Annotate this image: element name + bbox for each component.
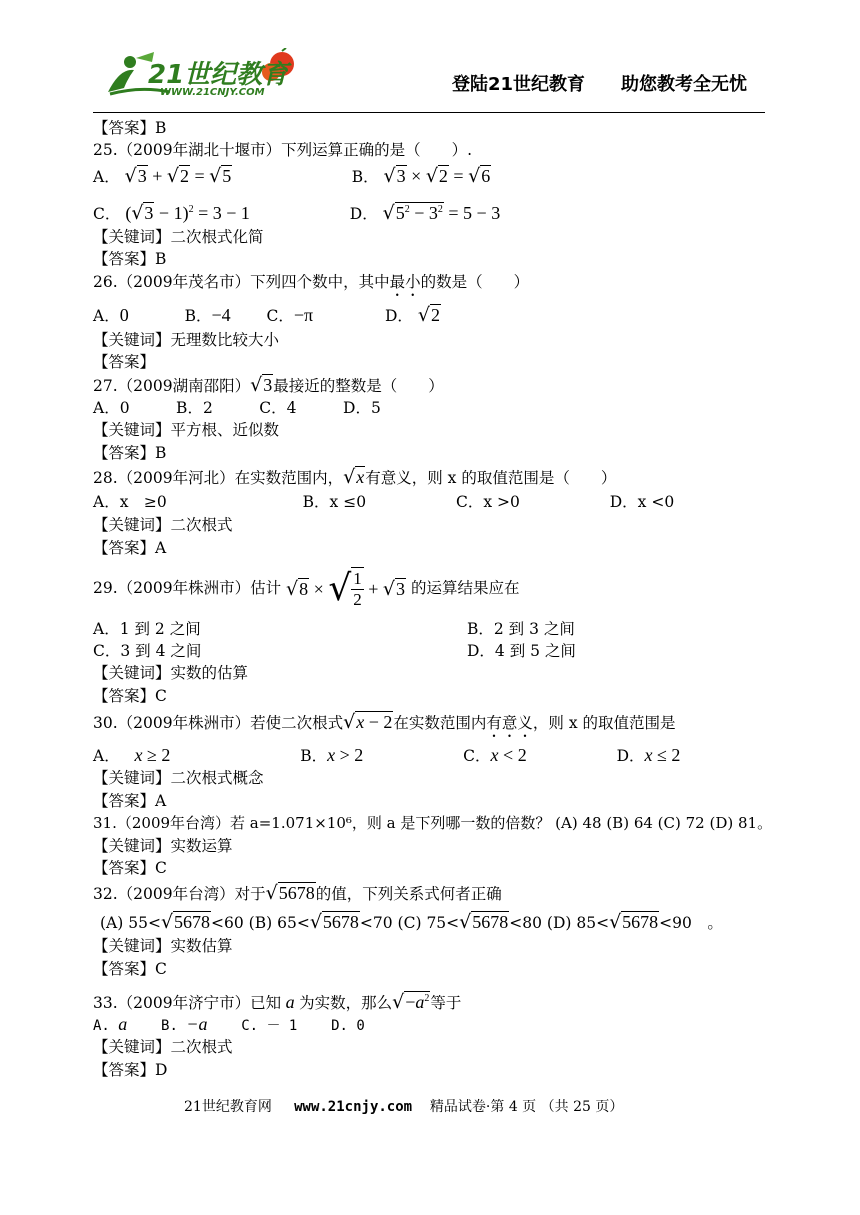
question-32-options — [100, 912, 723, 933]
formula: √5678 — [609, 911, 659, 933]
q33-text-end: 等于 — [430, 994, 462, 1012]
formula: √5678 — [160, 911, 211, 933]
question-29-option-b: B．2 到 3 之间 — [467, 620, 575, 638]
formula: √3 + √2 = √5 — [124, 165, 232, 187]
question-33-options: A. a B. −a C. － 1 D. 0 — [93, 1014, 365, 1034]
q33-opt-c: C. － 1 — [241, 1018, 298, 1034]
question-27 — [93, 375, 444, 396]
option-c: C．x >0 — [455, 493, 520, 511]
q33-opt-a: A. — [93, 1018, 110, 1034]
q27-text: 27.（2009湖南邵阳） — [93, 377, 251, 395]
formula: √8 × √ $\frac{1}{2}$ + √3 — [286, 568, 406, 609]
q33-opt-d: D. 0 — [331, 1018, 365, 1034]
question-29-option-c: C．3 到 4 之间 — [93, 642, 202, 660]
q28-text-end: 有意义，则 x 的取值范围是（ ） — [365, 469, 617, 487]
question-27-answer: 【答案】B — [93, 444, 167, 462]
formula: $(√3 - 1)^2 = 3 - 1$ — [125, 202, 250, 224]
question-33-keyword: 【关键词】二次根式 — [93, 1038, 233, 1056]
question-25: 25.（2009年湖北十堰市）下列运算正确的是（ ）. — [93, 141, 473, 159]
formula: a — [281, 992, 300, 1012]
q33-opt-b: B. — [161, 1018, 178, 1034]
q27-text-end: 最接近的整数是（ ） — [273, 377, 444, 395]
formula: √3 × √2 = √6 — [383, 165, 491, 187]
logo-url: WWW.21CNJY.COM — [160, 87, 265, 98]
option-b: B．x ≤0 — [302, 493, 367, 511]
q26-text: 26.（2009年茂名市）下列四个数中，其中 — [93, 273, 390, 291]
q33-text: 33.（2009年济宁市）已知 — [93, 994, 282, 1012]
question-28 — [93, 467, 616, 488]
option-label: D． — [349, 205, 378, 223]
formula: x ≥ 2 — [134, 745, 171, 765]
q30-emphasis: 有意义 — [486, 714, 533, 732]
option-label: C． — [266, 307, 294, 325]
option-label: C． — [463, 747, 491, 765]
q32-opt-d: <80 (D) 85< — [509, 914, 610, 932]
option-label: D． — [385, 307, 413, 325]
option-label: B． — [300, 747, 328, 765]
footer-url[interactable]: www.21cnjy.com — [294, 1099, 413, 1115]
question-32-answer: 【答案】C — [93, 960, 167, 978]
formula: √3 — [250, 374, 273, 396]
q32-opt-b: <60 (B) 65< — [211, 914, 310, 932]
footer-site: 21世纪教育网 — [184, 1099, 272, 1115]
question-29-answer: 【答案】C — [93, 687, 167, 705]
question-32-keyword: 【关键词】实数估算 — [93, 937, 233, 955]
question-30-answer: 【答案】A — [93, 792, 167, 810]
question-33 — [93, 989, 461, 1013]
logo-text: 21世纪教育 — [148, 60, 289, 90]
question-30-options — [93, 745, 680, 766]
q29-text: 29.（2009年株洲市）估计 — [93, 579, 282, 597]
formula: √5678 — [459, 911, 509, 933]
option-label: A． — [93, 307, 120, 325]
question-29-option-a: A．1 到 2 之间 — [93, 620, 201, 638]
question-32 — [93, 883, 502, 904]
option-value: −π — [293, 305, 314, 325]
q32-opt-c: <70 (C) 75< — [359, 914, 460, 932]
question-31-answer: 【答案】C — [93, 859, 167, 877]
option-value: 0 — [119, 305, 129, 325]
option-a: A．x ≥0 — [93, 493, 167, 511]
q33-text-mid: 为实数，那么 — [299, 994, 393, 1012]
question-26-keyword: 【关键词】无理数比较大小 — [93, 331, 280, 349]
question-28-answer: 【答案】A — [93, 539, 167, 557]
option-label: C． — [93, 205, 121, 223]
question-26-options — [93, 305, 441, 326]
answer-line: 【答案】B — [93, 119, 167, 137]
formula: $√5^2 - 3^2 = 5 - 3$ — [382, 202, 501, 224]
question-25-answer: 【答案】B — [93, 250, 167, 268]
q32-text: 32.（2009年台湾）对于 — [93, 885, 266, 903]
formula: √x — [343, 466, 365, 488]
option-d: D．x <0 — [609, 493, 675, 511]
question-29-option-d: D．4 到 5 之间 — [467, 642, 576, 660]
question-26 — [93, 272, 529, 300]
question-30 — [93, 712, 676, 741]
question-28-options — [93, 492, 674, 512]
q30-text: 30.（2009年株洲市）若使二次根式 — [93, 714, 344, 732]
q32-opt-a: (A) 55< — [100, 914, 161, 932]
formula: √x − 2 — [343, 711, 393, 733]
q30-text-end: ，则 x 的取值范围是 — [532, 714, 676, 732]
question-30-keyword: 【关键词】二次根式概念 — [93, 769, 264, 787]
question-31: 31.（2009年台湾）若 a=1.071×10⁶，则 a 是下列哪一数的倍数？ (A) 48 (B) 64 (C) 72 (D) 81。 — [93, 814, 773, 832]
formula: √5678 — [309, 911, 359, 933]
question-33-answer: 【答案】D — [93, 1061, 168, 1079]
formula: √5678 — [265, 882, 315, 904]
q28-text: 28.（2009年河北）在实数范围内， — [93, 469, 344, 487]
question-28-keyword: 【关键词】二次根式 — [93, 516, 233, 534]
formula: $√-a^2$ — [392, 991, 430, 1013]
option-label: B． — [351, 168, 379, 186]
question-27-options: A．0 B．2 C．4 D．5 — [93, 399, 381, 417]
header-slogan: 登陆21世纪教育 助您教考全无忧 — [452, 74, 748, 95]
footer — [184, 1097, 623, 1117]
option-label: B． — [184, 307, 212, 325]
formula: √2 — [417, 304, 440, 326]
question-25-options-row2 — [93, 200, 500, 224]
header-rule — [93, 112, 765, 113]
q32-opt-e: <90 。 — [659, 914, 723, 932]
question-29 — [93, 558, 519, 619]
q32-text-end: 的值，下列关系式何者正确 — [315, 885, 502, 903]
question-29-keyword: 【关键词】实数的估算 — [93, 664, 249, 682]
formula: x ≤ 2 — [644, 745, 681, 765]
option-label: A． — [93, 747, 120, 765]
question-27-keyword: 【关键词】平方根、近似数 — [93, 421, 280, 439]
question-25-options-row1 — [93, 166, 491, 187]
q29-text-end: 的运算结果应在 — [410, 579, 520, 597]
option-label: A． — [93, 168, 120, 186]
question-25-keyword: 【关键词】二次根式化简 — [93, 228, 264, 246]
q26-emphasis: 最小 — [389, 273, 421, 291]
option-label: D． — [616, 747, 645, 765]
formula: x < 2 — [490, 745, 527, 765]
q26-text-end: 的数是（ ） — [420, 273, 530, 291]
option-value: −4 — [211, 305, 231, 325]
question-31-keyword: 【关键词】实数运算 — [93, 837, 233, 855]
question-26-answer: 【答案】 — [93, 353, 156, 371]
q30-text-mid: 在实数范围内 — [393, 714, 487, 732]
footer-page: 精品试卷·第 4 页 （共 25 页） — [429, 1099, 624, 1115]
formula: x > 2 — [327, 745, 364, 765]
